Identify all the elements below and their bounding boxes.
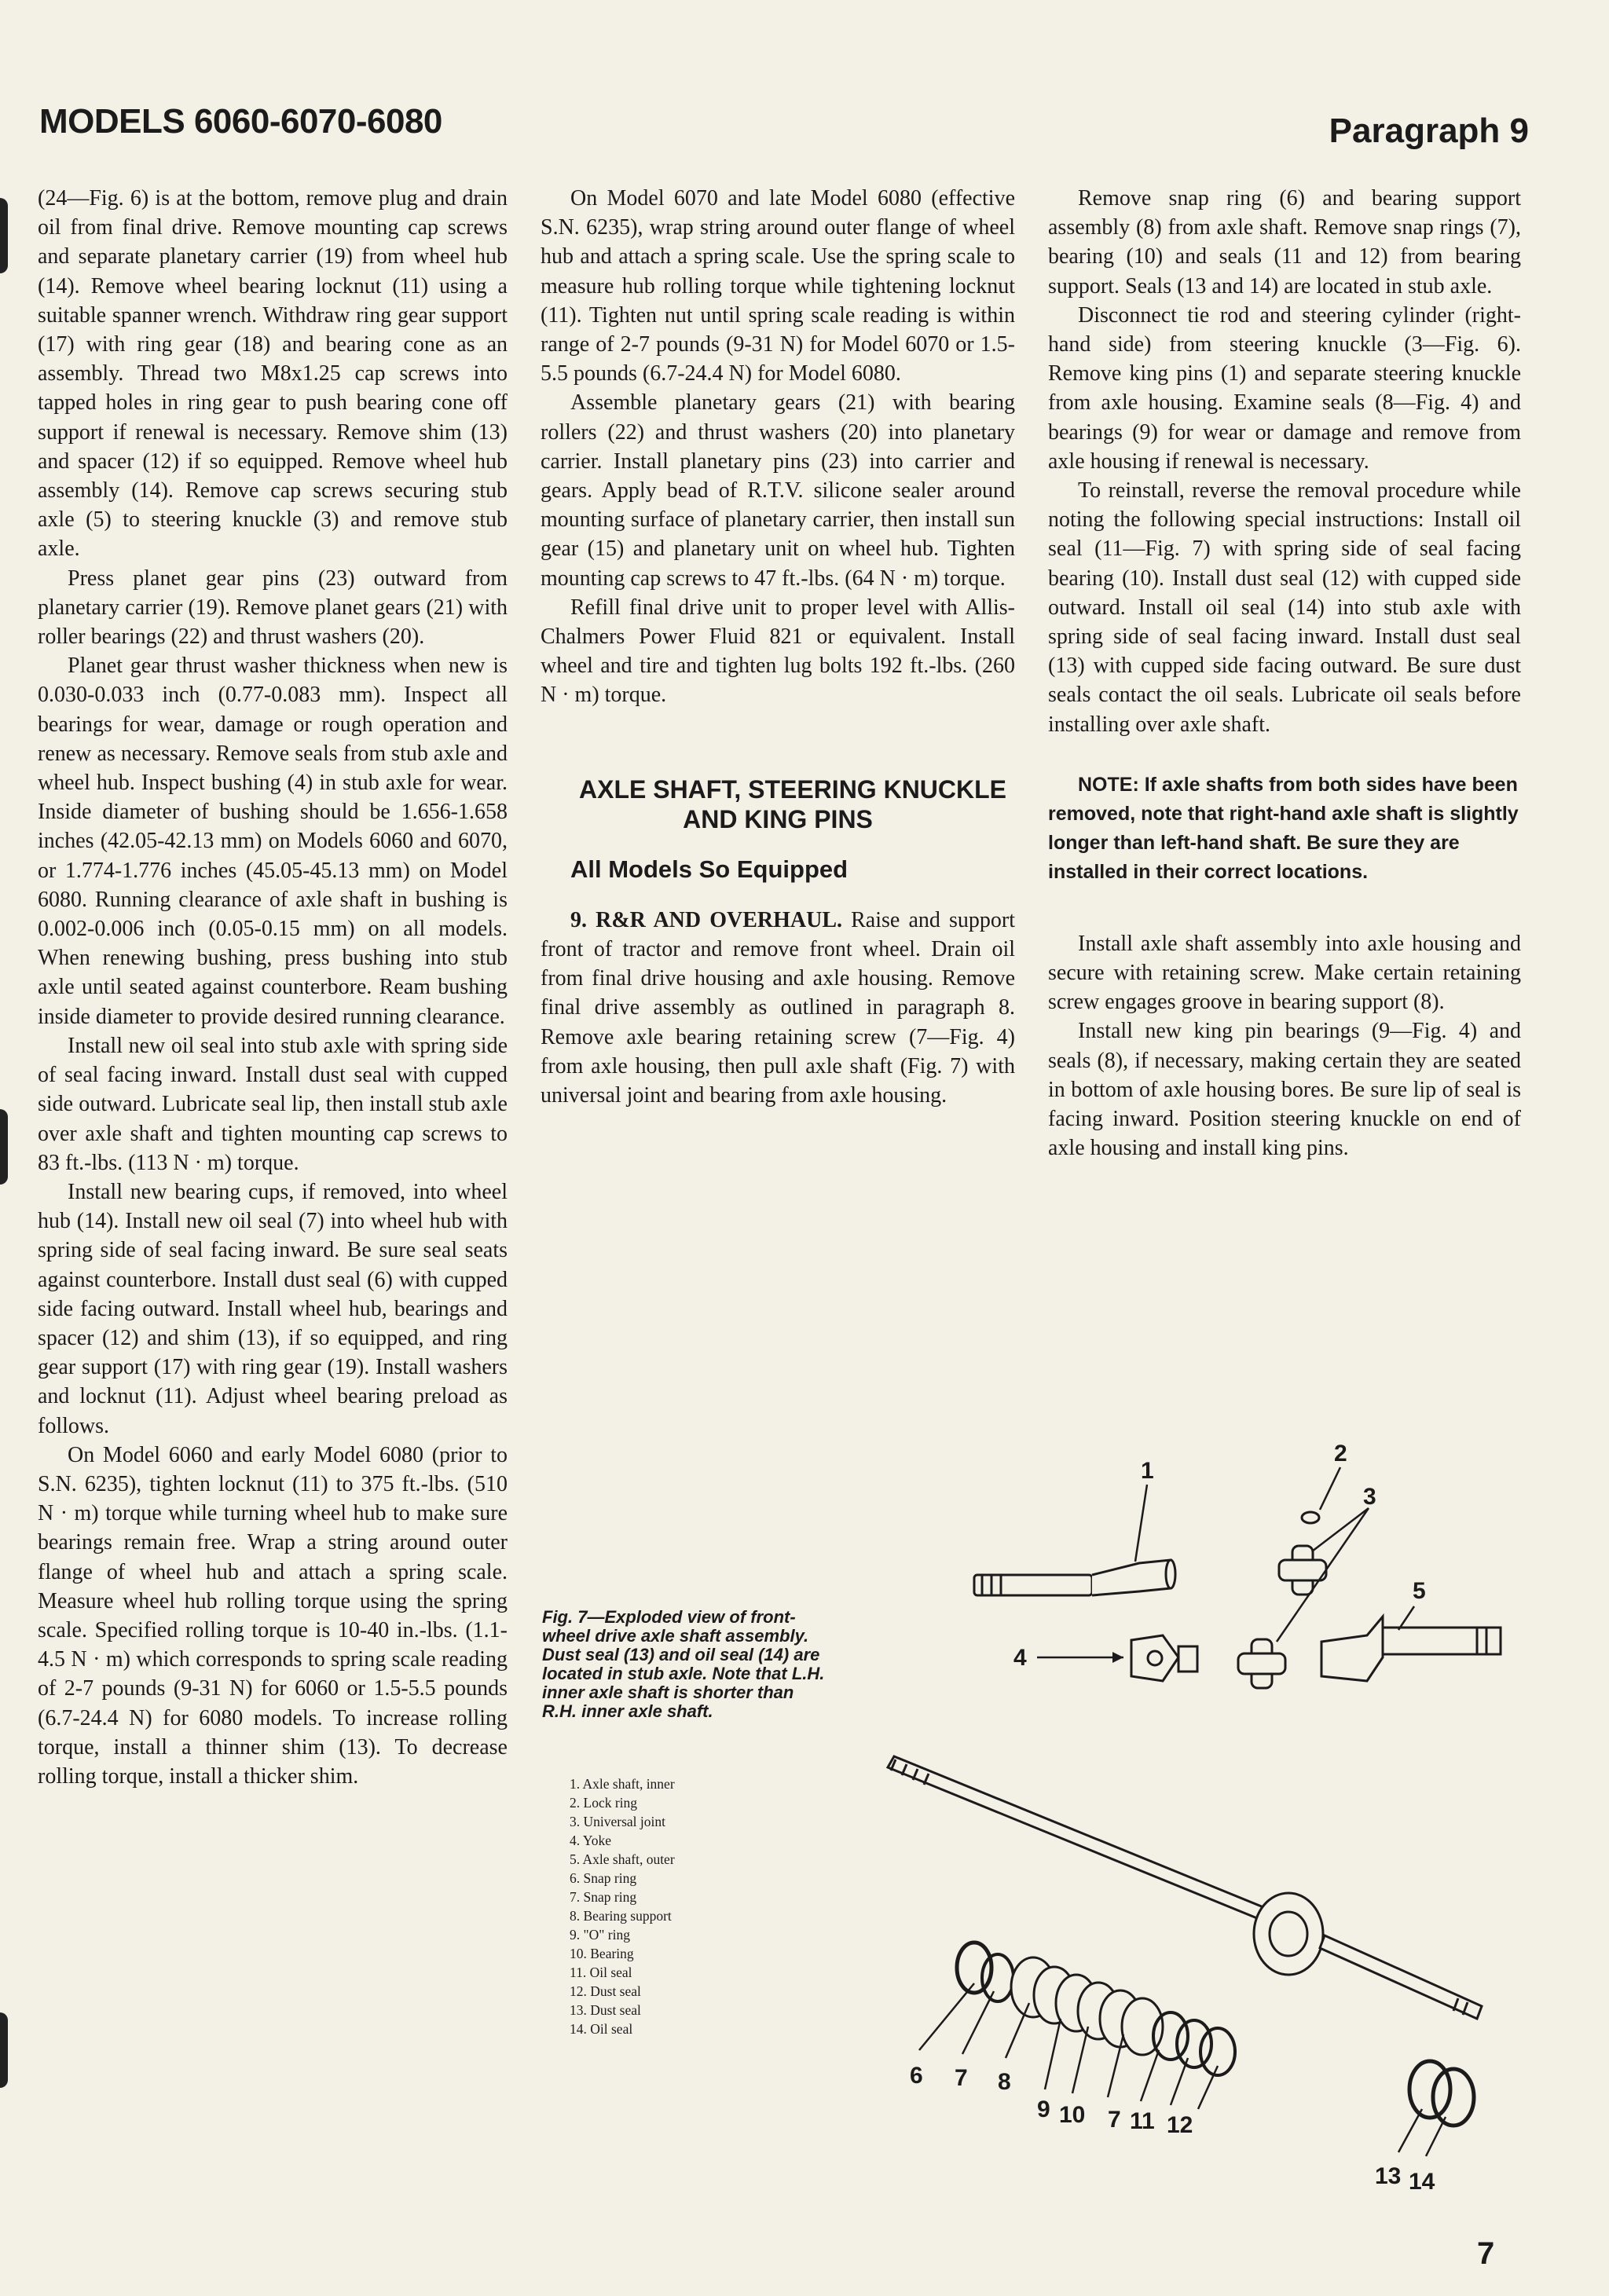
callout-label: 12 xyxy=(1167,2112,1193,2138)
seal-stack xyxy=(957,1943,1235,2075)
callout-label: 13 xyxy=(1375,2163,1402,2189)
paragraph: Install new bearing cups, if removed, into wheel hub (14). Install new oil seal (7) into wheel hub with spring side of seal facing inward. Be sure seal seats against counterbore. Install dust seal (6) with cupped side facing outward. Install wheel hub, bearings and spacer (12) and shim (13), if so equipped, and ring gear support (17) with ring gear (19). Install washers and locknut (11). Adjust wheel bearing preload as follows. xyxy=(38,1179,508,1438)
binding-mark xyxy=(0,2012,8,2088)
paragraph: To reinstall, reverse the removal procedure while noting the following special instructions: Install oil seal (11—Fig. 7) with spring side of seal facing bearing (10). Install dust seal (12) with cupped side outward. Install oil seal (14) into stub axle with spring side of seal facing inward. Install dust seal (13) with cupped side facing outward. Be sure dust seals contact the oil seals. Lubricate oil seals before installing over axle shaft. xyxy=(1048,478,1521,737)
assembled-axle-shaft xyxy=(888,1756,1482,2019)
callout-numbers xyxy=(910,1441,1435,2192)
paragraph: Install new oil seal into stub axle with spring side of seal facing inward. Install dust seal with cupped side outward. Lubricate seal lip, then install stub axle over axle shaft and tighten mounting cap screws to 83 ft.-lbs. (113 N · m) torque. xyxy=(38,1033,508,1175)
paragraph: On Model 6070 and late Model 6080 (effective S.N. 6235), wrap string around outer flange of wheel hub and attach a spring scale. Use the spring scale to measure hub rolling torque while tightening locknut (11). Tighten nut until spring scale reading is within range of 2-7 pounds (9-31 N) for Model 6070 or 1.5-5.5 pounds (6.7-24.4 N) for Model 6080. xyxy=(541,186,1015,386)
page-number: 7 xyxy=(1477,2236,1495,2271)
legend-item: 9. "O" ring xyxy=(570,1927,630,1943)
paragraph: Remove snap ring (6) and bearing support assembly (8) from axle shaft. Remove snap rings (7), bearing (10) and seals (11 and 12) from bearing support. Seals (13 and 14) are located in stub axle. xyxy=(1048,186,1521,298)
binding-mark xyxy=(0,1109,8,1185)
callout-label: 7 xyxy=(955,2065,968,2091)
callout-label: 1 xyxy=(1141,1458,1154,1484)
paragraph-9-heading: 9. R&R AND OVERHAUL. xyxy=(570,907,843,932)
universal-joint-part xyxy=(1238,1639,1285,1688)
callout-label: 10 xyxy=(1059,2102,1086,2128)
paragraph-9 xyxy=(541,906,1015,1110)
outer-axle-shaft-part xyxy=(1321,1617,1501,1681)
legend-item: 6. Snap ring xyxy=(570,1870,637,1886)
yoke-part xyxy=(1131,1635,1197,1681)
legend-item: 1. Axle shaft, inner xyxy=(570,1776,675,1792)
legend-item: 5. Axle shaft, outer xyxy=(570,1851,675,1867)
paragraph: On Model 6060 and early Model 6080 (prior to S.N. 6235), tighten locknut (11) to 375 ft.-lbs. (510 N · m) torque while turning wheel hub to make sure bearings remain free. Wrap a string around outer flange of wheel hub and attach a spring scale. Measure wheel hub rolling torque using the spring scale. Specified rolling torque is 10-40 in.-lbs. (1.1-4.5 N · m) which corresponds to spring scale reading of 2-7 pounds (9-31 N) for 6060 or 1.5-5.5 pounds (6.7-24.4 N) for 6080 models. To increase rolling torque, install a thinner shim (13). To decrease rolling torque, install a thicker shim. xyxy=(38,1442,508,1789)
figure-legend xyxy=(570,1774,675,2038)
paragraph: (24—Fig. 6) is at the bottom, remove plug and drain oil from final drive. Remove mounting cap screws and separate planetary carrier (19) from wheel hub (14). Remove wheel bearing locknut (11) using a suitable spanner wrench. Withdraw ring gear support (17) with ring gear (18) and bearing cone as an assembly. Thread two M8x1.25 cap screws into tapped holes in ring gear to push bearing cone off support if renewal is necessary. Remove shim (13) and spacer (12) if so equipped. Remove wheel hub assembly (14). Remove cap screws securing stub axle (5) to steering knuckle (3) and remove stub axle. xyxy=(38,186,508,562)
text-column-2 xyxy=(541,184,1015,1110)
callout-label: 9 xyxy=(1037,2096,1050,2122)
callout-label: 2 xyxy=(1334,1441,1347,1467)
section-title: AXLE SHAFT, STEERING KNUCKLE AND KING PINS xyxy=(578,774,1007,833)
paragraph: Assemble planetary gears (21) with bearing rollers (22) and thrust washers (20) into planetary carrier. Install planetary pins (23) into carrier and gears. Apply bead of R.T.V. silicone sealer around mounting surface of planetary carrier, then install sun gear (15) and planetary unit on wheel hub. Tighten mounting cap screws to 47 ft.-lbs. (64 N · m) torque. xyxy=(541,390,1015,591)
callout-label: 4 xyxy=(1013,1645,1027,1671)
legend-item: 14. Oil seal xyxy=(570,2021,633,2037)
legend-item: 4. Yoke xyxy=(570,1833,612,1848)
legend-item: 3. Universal joint xyxy=(570,1814,665,1829)
text-column-3 xyxy=(1048,184,1521,1163)
universal-joint-part xyxy=(1279,1546,1326,1595)
paragraph: Planet gear thrust washer thickness when new is 0.030-0.033 inch (0.77-0.083 mm). Inspect all bearings for wear, damage or rough operation and renew as necessary. Remove seals from stub axle and wheel hub. Inspect bushing (4) in stub axle for wear. Inside diameter of bushing should be 1.656-1.658 inches (42.05-42.13 mm) on Models 6060 and 6070, or 1.774-1.776 inches (45.05-45.13 mm) on Model 6080. Running clearance of axle shaft in bushing is 0.002-0.006 inch (0.05-0.15 mm) on all models. When renewing bushing, press bushing into stub axle until seated against counterbore. Ream bushing inside diameter to provide desired running clearance. xyxy=(38,654,508,1029)
paragraph: Refill final drive unit to proper level with Allis-Chalmers Power Fluid 821 or equivalent. Install wheel and tire and tighten lug bolts 192 ft.-lbs. (260 N · m) torque. xyxy=(541,595,1015,708)
legend-item: 12. Dust seal xyxy=(570,1983,641,1999)
callout-label: 3 xyxy=(1363,1484,1376,1510)
figure-caption: Fig. 7—Exploded view of front-wheel drive axle shaft assembly. Dust seal (13) and oil seal (14) are located in stub axle. Note that L.H. inner axle shaft is shorter than R.H. inner axle shaft. xyxy=(542,1607,825,1721)
inner-axle-shaft-part xyxy=(974,1560,1175,1595)
paragraph-9-text: Raise and support front of tractor and remove front wheel. Drain oil from final drive housing and axle housing. Remove final drive assembly as outlined in paragraph 8. Remove axle bearing retaining screw (7—Fig. 4) from axle housing, then pull axle shaft (Fig. 7) with universal joint and bearing from axle housing. xyxy=(541,907,1015,1108)
lock-ring-part xyxy=(1302,1512,1319,1523)
callout-label: 8 xyxy=(998,2069,1011,2095)
paragraph: Install new king pin bearings (9—Fig. 4) and seals (8), if necessary, making certain they are seated in bottom of axle housing bores. Be sure lip of seal is facing inward. Position steering knuckle on end of axle housing and install king pins. xyxy=(1048,1019,1521,1161)
arrowhead xyxy=(1112,1652,1123,1663)
section-subtitle: All Models So Equipped xyxy=(570,855,848,883)
legend-item: 2. Lock ring xyxy=(570,1795,638,1811)
binding-mark xyxy=(0,198,8,273)
callout-label: 7 xyxy=(1108,2107,1121,2133)
callout-label: 6 xyxy=(910,2063,923,2089)
note-box: NOTE: If axle shafts from both sides have been removed, note that right-hand axle shaft is slightly longer than left-hand shaft. Be sure they are installed in their correct locations. xyxy=(1048,773,1519,883)
legend-item: 7. Snap ring xyxy=(570,1889,637,1905)
callout-label: 11 xyxy=(1130,2108,1155,2134)
legend-item: 11. Oil seal xyxy=(570,1965,632,1980)
axle-shaft-exploded-diagram xyxy=(848,1406,1540,2192)
paragraph: Press planet gear pins (23) outward from planetary carrier (19). Remove planet gears (21) with roller bearings (22) and thrust washers (20). xyxy=(38,566,508,650)
legend-item: 10. Bearing xyxy=(570,1946,634,1961)
callout-label: 14 xyxy=(1409,2169,1435,2192)
paragraph: Install axle shaft assembly into axle housing and secure with retaining screw. Make certain retaining screw engages groove in bearing support (8). xyxy=(1048,931,1521,1015)
legend-item: 13. Dust seal xyxy=(570,2002,641,2018)
running-header-models: MODELS 6060-6070-6080 xyxy=(39,102,442,141)
paragraph: Disconnect tie rod and steering cylinder (right-hand side) from steering knuckle (3—Fig. 6). Remove king pins (1) and separate steering knuckle from axle housing. Examine seals (8—Fig. 4) and bearings (9) for wear or damage and remove from axle housing if renewal is necessary. xyxy=(1048,302,1521,474)
callout-label: 5 xyxy=(1413,1578,1426,1604)
legend-item: 8. Bearing support xyxy=(570,1908,672,1924)
text-column-1 xyxy=(38,184,508,1791)
oil-seal-part xyxy=(1433,2069,1474,2126)
running-header-paragraph: Paragraph 9 xyxy=(1329,112,1529,150)
